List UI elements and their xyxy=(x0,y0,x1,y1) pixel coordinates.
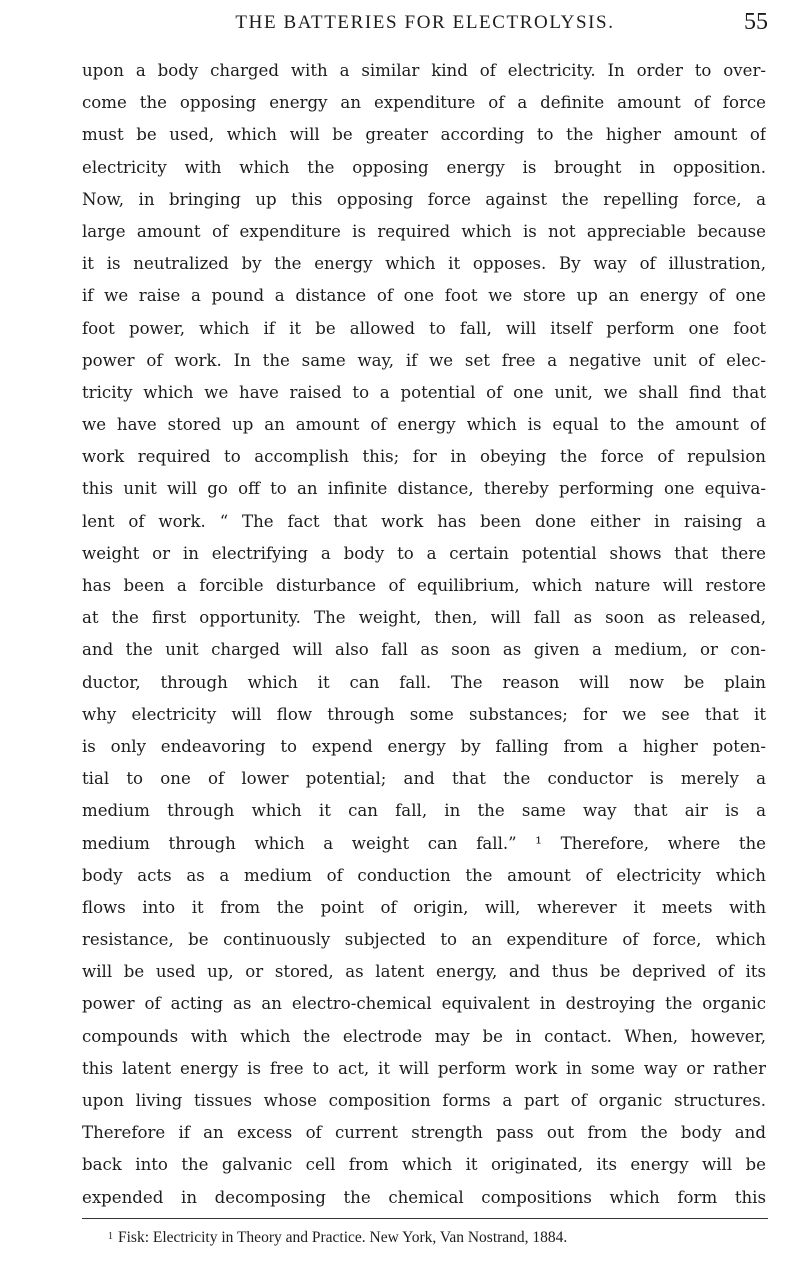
running-head xyxy=(82,9,768,42)
text-line: body acts as a medium of conduction the amount of electricity which xyxy=(82,865,766,885)
text-line: upon a body charged with a similar kind of electricity. In order to over- xyxy=(82,61,766,80)
text-line: flows into it from the point of origin, will, wherever it meets with xyxy=(82,897,766,917)
text-line: why electricity will flow through some substances; for we see that it xyxy=(82,704,766,724)
text-line: we have stored up an amount of energy which is equal to the amount of xyxy=(82,415,766,435)
footnote-rule xyxy=(82,1218,768,1219)
footnote xyxy=(108,1229,567,1247)
text-line: it is neutralized by the energy which it opposes. By way of illustration, xyxy=(82,254,766,274)
text-line: medium through which a weight can fall.” ¹ Therefore, where the xyxy=(82,833,766,853)
page-number: 55 xyxy=(744,9,768,35)
text-line: lent of work. “ The fact that work has been done either in raising a xyxy=(82,511,766,531)
body-text xyxy=(82,55,766,1214)
text-line: tial to one of lower potential; and that the conductor is merely a xyxy=(82,769,766,789)
text-line: weight or in electrifying a body to a certain potential shows that there xyxy=(82,543,766,563)
text-line: is only endeavoring to expend energy by falling from a higher poten- xyxy=(82,736,766,756)
text-line: large amount of expenditure is required which is not appreciable because xyxy=(82,221,766,241)
footnote-text: Fisk: Electricity in Theory and Practice. New York, Van Nostrand, 1884. xyxy=(118,1229,568,1246)
text-line: Now, in bringing up this opposing force against the repelling force, a xyxy=(82,189,766,209)
text-line: compounds with which the electrode may be in contact. When, however, xyxy=(82,1026,766,1046)
text-line: and the unit charged will also fall as soon as given a medium, or con- xyxy=(82,640,766,660)
text-line: must be used, which will be greater according to the higher amount of xyxy=(82,125,766,145)
text-line: Therefore if an excess of current strength pass out from the body and xyxy=(82,1123,766,1143)
text-line: power of acting as an electro-chemical equivalent in destroying the organic xyxy=(82,994,766,1014)
text-line: foot power, which if it be allowed to fall, will itself perform one foot xyxy=(82,318,766,338)
text-line: has been a forcible disturbance of equilibrium, which nature will restore xyxy=(82,576,766,595)
text-line: if we raise a pound a distance of one foot we store up an energy of one xyxy=(82,286,766,306)
text-line: ductor, through which it can fall. The reason will now be plain xyxy=(82,672,766,692)
text-line: power of work. In the same way, if we set free a negative unit of elec- xyxy=(82,350,766,370)
text-line: this unit will go off to an infinite distance, thereby performing one equiva- xyxy=(82,479,766,499)
text-line: at the first opportunity. The weight, then, will fall as soon as released, xyxy=(82,608,766,628)
text-line: tricity which we have raised to a potential of one unit, we shall find that xyxy=(82,382,766,402)
text-line: electricity with which the opposing energy is brought in opposition. xyxy=(82,157,766,177)
text-line: come the opposing energy an expenditure of a definite amount of force xyxy=(82,93,766,113)
text-line: upon living tissues whose composition forms a part of organic structures. xyxy=(82,1091,766,1110)
text-line: medium through which it can fall, in the same way that air is a xyxy=(82,801,766,821)
text-line: resistance, be continuously subjected to an expenditure of force, which xyxy=(82,930,766,950)
text-line: back into the galvanic cell from which it originated, its energy will be xyxy=(82,1155,766,1175)
text-line: this latent energy is free to act, it will perform work in some way or rather xyxy=(82,1058,766,1078)
running-title: THE BATTERIES FOR ELECTROLYSIS. xyxy=(235,12,615,33)
text-line: expended in decomposing the chemical compositions which form this xyxy=(82,1187,766,1207)
text-line: will be used up, or stored, as latent energy, and thus be deprived of its xyxy=(82,962,766,982)
footnote-marker: 1 xyxy=(108,1231,113,1242)
text-line: work required to accomplish this; for in obeying the force of repulsion xyxy=(82,447,766,467)
